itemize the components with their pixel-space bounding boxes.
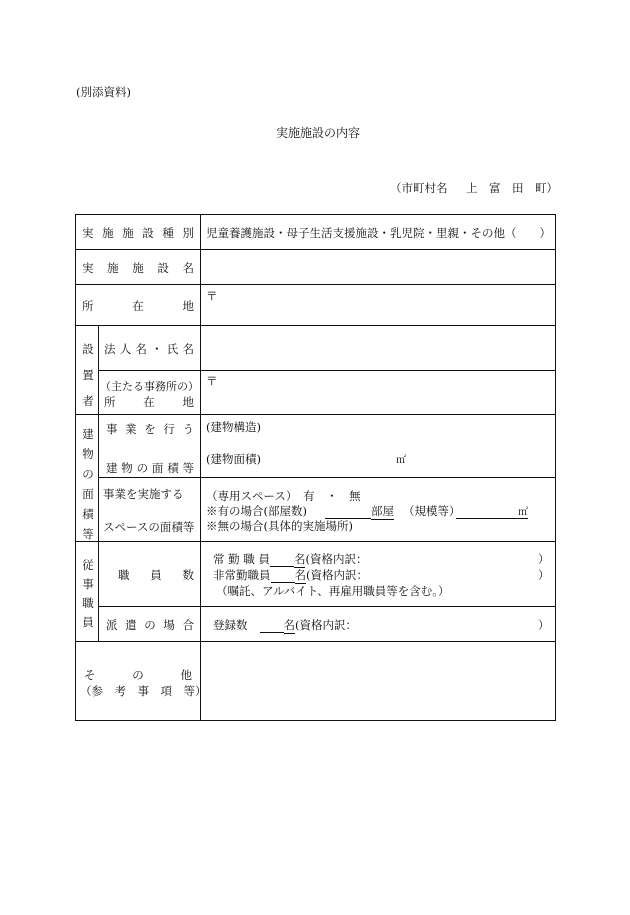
business-building-label-line2: 建 物 の 面 積 等 bbox=[106, 461, 194, 475]
row-divider bbox=[75, 641, 556, 642]
corp-name-label: 法 人 名 ・ 氏 名 bbox=[104, 342, 194, 356]
postal-mark-icon: 〒 bbox=[206, 289, 218, 303]
dedicated-space-option: （専用スペース） 有 ・ 無 bbox=[206, 489, 361, 503]
facility-type-label: 実 施 施 設 種 別 bbox=[82, 226, 194, 240]
column-divider-main bbox=[200, 214, 201, 721]
building-group-label: 建 物 の 面 積 等 bbox=[82, 427, 94, 541]
municipality-name: 上 富 田 町） bbox=[466, 181, 558, 195]
staff-group-label: 従 事 職 員 bbox=[82, 558, 94, 629]
building-area-label: (建物面積) bbox=[206, 452, 261, 466]
facility-type-value: 児童養護施設・母子生活支援施設・乳児院・里親・その他（ ） bbox=[206, 226, 551, 240]
sqm-unit: ㎡ bbox=[396, 455, 406, 466]
business-building-label-line1: 事 業 を 行 う bbox=[106, 422, 194, 436]
row-divider bbox=[75, 325, 556, 326]
office-paren-label: （主たる事務所の） bbox=[100, 380, 199, 393]
row-divider bbox=[98, 606, 556, 607]
dispatch-label: 派 遣 の 場 合 bbox=[106, 618, 194, 632]
facility-name-label: 実 施 施 設 名 bbox=[82, 261, 194, 275]
row-divider bbox=[75, 249, 556, 250]
row-divider bbox=[75, 541, 556, 542]
parttime-staff-row: 非常勤職員 名(資格内訳： bbox=[213, 568, 368, 582]
attachment-label: (別添資料) bbox=[76, 85, 131, 99]
rooms-blank: 部屋 bbox=[325, 503, 394, 520]
other-label-line2: （参 考 事 項 等） bbox=[80, 684, 207, 698]
building-structure-label: (建物構造) bbox=[206, 420, 261, 434]
staff-note: （嘱託、アルバイト、再雇用職員等を含む。） bbox=[216, 584, 450, 598]
close-paren: ） bbox=[538, 552, 550, 566]
space-label-line2: スペースの面積等 bbox=[103, 520, 195, 534]
rooms-if-yes-label: ※有の場合(部屋数) bbox=[206, 504, 307, 518]
space-label-line1: 事業を実施する bbox=[103, 487, 184, 501]
founder-group-label: 設 置 者 bbox=[82, 342, 94, 408]
municipality-label: （市町村名 bbox=[390, 181, 448, 195]
location-label: 所 在 地 bbox=[82, 299, 194, 313]
row-divider bbox=[98, 477, 556, 478]
staff-count-label: 職 員 数 bbox=[118, 568, 194, 582]
place-if-no-label: ※無の場合(具体的実施場所) bbox=[206, 519, 353, 533]
column-divider-staff bbox=[98, 541, 99, 641]
page-title: 実施施設の内容 bbox=[276, 126, 361, 140]
close-paren: ） bbox=[538, 618, 550, 632]
close-paren: ） bbox=[538, 568, 550, 582]
row-divider bbox=[98, 370, 556, 371]
registered-row: 登録数 名(資格内訳： bbox=[213, 618, 357, 632]
row-divider bbox=[75, 414, 556, 415]
scale-blank: ㎡ bbox=[456, 503, 528, 519]
other-label-line1: そ の 他 bbox=[84, 668, 192, 682]
scale-label: （規模等） bbox=[403, 504, 461, 518]
office-location-label: 所 在 地 bbox=[104, 395, 194, 409]
postal-mark-icon: 〒 bbox=[206, 374, 218, 388]
fulltime-staff-row: 常 勤 職 員 名(資格内訳： bbox=[213, 552, 368, 566]
row-divider bbox=[75, 284, 556, 285]
